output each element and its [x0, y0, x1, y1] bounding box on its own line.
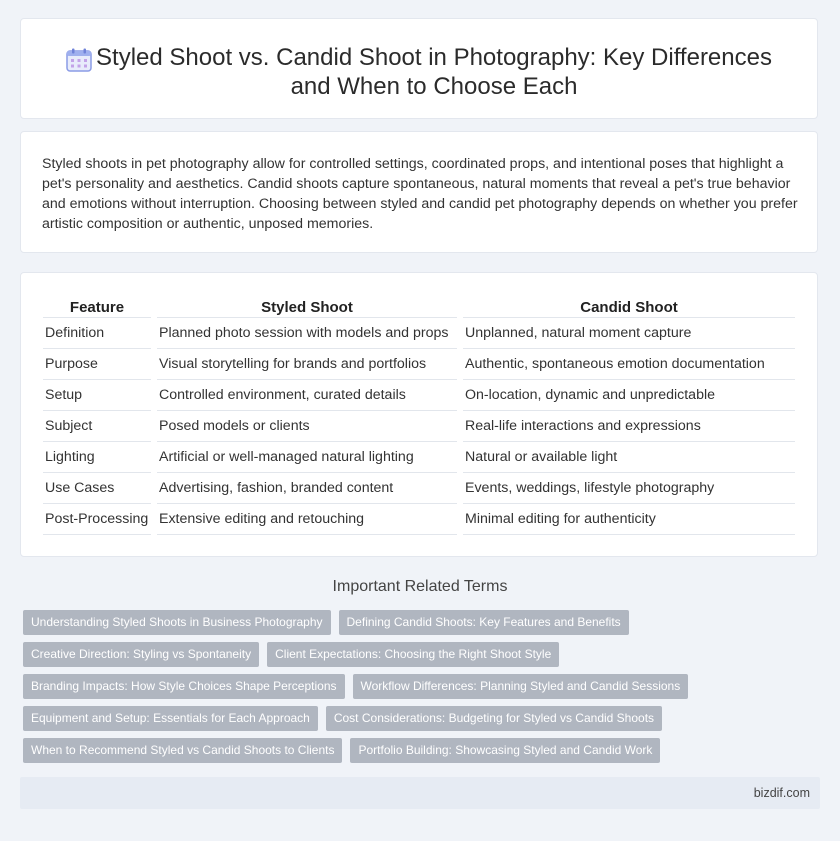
related-tag[interactable]: Equipment and Setup: Essentials for Each Approach: [23, 706, 318, 731]
header-card: [20, 18, 818, 119]
cell-styled: Advertising, fashion, branded content: [157, 473, 457, 504]
cell-candid: On-location, dynamic and unpredictable: [463, 380, 795, 411]
cell-feature: Use Cases: [43, 473, 151, 504]
footer-site-link[interactable]: bizdif.com: [753, 786, 810, 800]
cell-candid: Unplanned, natural moment capture: [463, 318, 795, 349]
table-row: [43, 473, 795, 504]
header-candid: Candid Shoot: [463, 297, 795, 318]
table-row: [43, 318, 795, 349]
related-tag[interactable]: When to Recommend Styled vs Candid Shoots to Clients: [23, 738, 342, 763]
table-header-row: [43, 297, 795, 318]
cell-styled: Planned photo session with models and props: [157, 318, 457, 349]
table-row: [43, 442, 795, 473]
related-tag[interactable]: Defining Candid Shoots: Key Features and Benefits: [339, 610, 629, 635]
cell-feature: Definition: [43, 318, 151, 349]
related-tags: [23, 610, 823, 770]
tag-row: [23, 674, 823, 699]
related-tag[interactable]: Workflow Differences: Planning Styled and Candid Sessions: [353, 674, 689, 699]
header-styled: Styled Shoot: [157, 297, 457, 318]
cell-feature: Post-Processing: [43, 504, 151, 535]
related-terms-title: Important Related Terms: [332, 578, 508, 595]
footer: [20, 777, 820, 809]
table-row: [43, 380, 795, 411]
related-tag[interactable]: Portfolio Building: Showcasing Styled and Candid Work: [350, 738, 660, 763]
tag-row: [23, 610, 823, 635]
intro-card: [20, 131, 818, 253]
cell-styled: Artificial or well-managed natural lighting: [157, 442, 457, 473]
table-row: [43, 349, 795, 380]
page-title: Styled Shoot vs. Candid Shoot in Photography: Key Differences and When to Choose Each: [96, 44, 772, 100]
related-tag[interactable]: Cost Considerations: Budgeting for Styled vs Candid Shoots: [326, 706, 662, 731]
tag-row: [23, 706, 823, 731]
related-tag[interactable]: Understanding Styled Shoots in Business Photography: [23, 610, 331, 635]
cell-feature: Lighting: [43, 442, 151, 473]
comparison-card: [20, 272, 818, 557]
cell-candid: Minimal editing for authenticity: [463, 504, 795, 535]
cell-candid: Natural or available light: [463, 442, 795, 473]
intro-paragraph: Styled shoots in pet photography allow for controlled settings, coordinated props, and intentional poses that highlight a pet's personality and aesthetics. Candid shoots capture spontaneous, natural moments that reveal a pet's true behavior and emotions without interruption. Choosing between styled and candid pet photography depends on whether you prefer artistic composition or authentic, unposed memories.: [42, 156, 798, 232]
cell-styled: Posed models or clients: [157, 411, 457, 442]
cell-styled: Extensive editing and retouching: [157, 504, 457, 535]
cell-styled: Controlled environment, curated details: [157, 380, 457, 411]
table-row: [43, 411, 795, 442]
table-row: [43, 504, 795, 535]
cell-candid: Events, weddings, lifestyle photography: [463, 473, 795, 504]
cell-styled: Visual storytelling for brands and portfolios: [157, 349, 457, 380]
cell-feature: Purpose: [43, 349, 151, 380]
tag-row: [23, 738, 823, 763]
cell-feature: Setup: [43, 380, 151, 411]
related-tag[interactable]: Creative Direction: Styling vs Spontaneity: [23, 642, 259, 667]
header-feature: Feature: [43, 297, 151, 318]
comparison-table: [37, 297, 801, 535]
cell-candid: Authentic, spontaneous emotion documentation: [463, 349, 795, 380]
cell-feature: Subject: [43, 411, 151, 442]
cell-candid: Real-life interactions and expressions: [463, 411, 795, 442]
related-tag[interactable]: Branding Impacts: How Style Choices Shape Perceptions: [23, 674, 345, 699]
related-tag[interactable]: Client Expectations: Choosing the Right Shoot Style: [267, 642, 559, 667]
tag-row: [23, 642, 823, 667]
